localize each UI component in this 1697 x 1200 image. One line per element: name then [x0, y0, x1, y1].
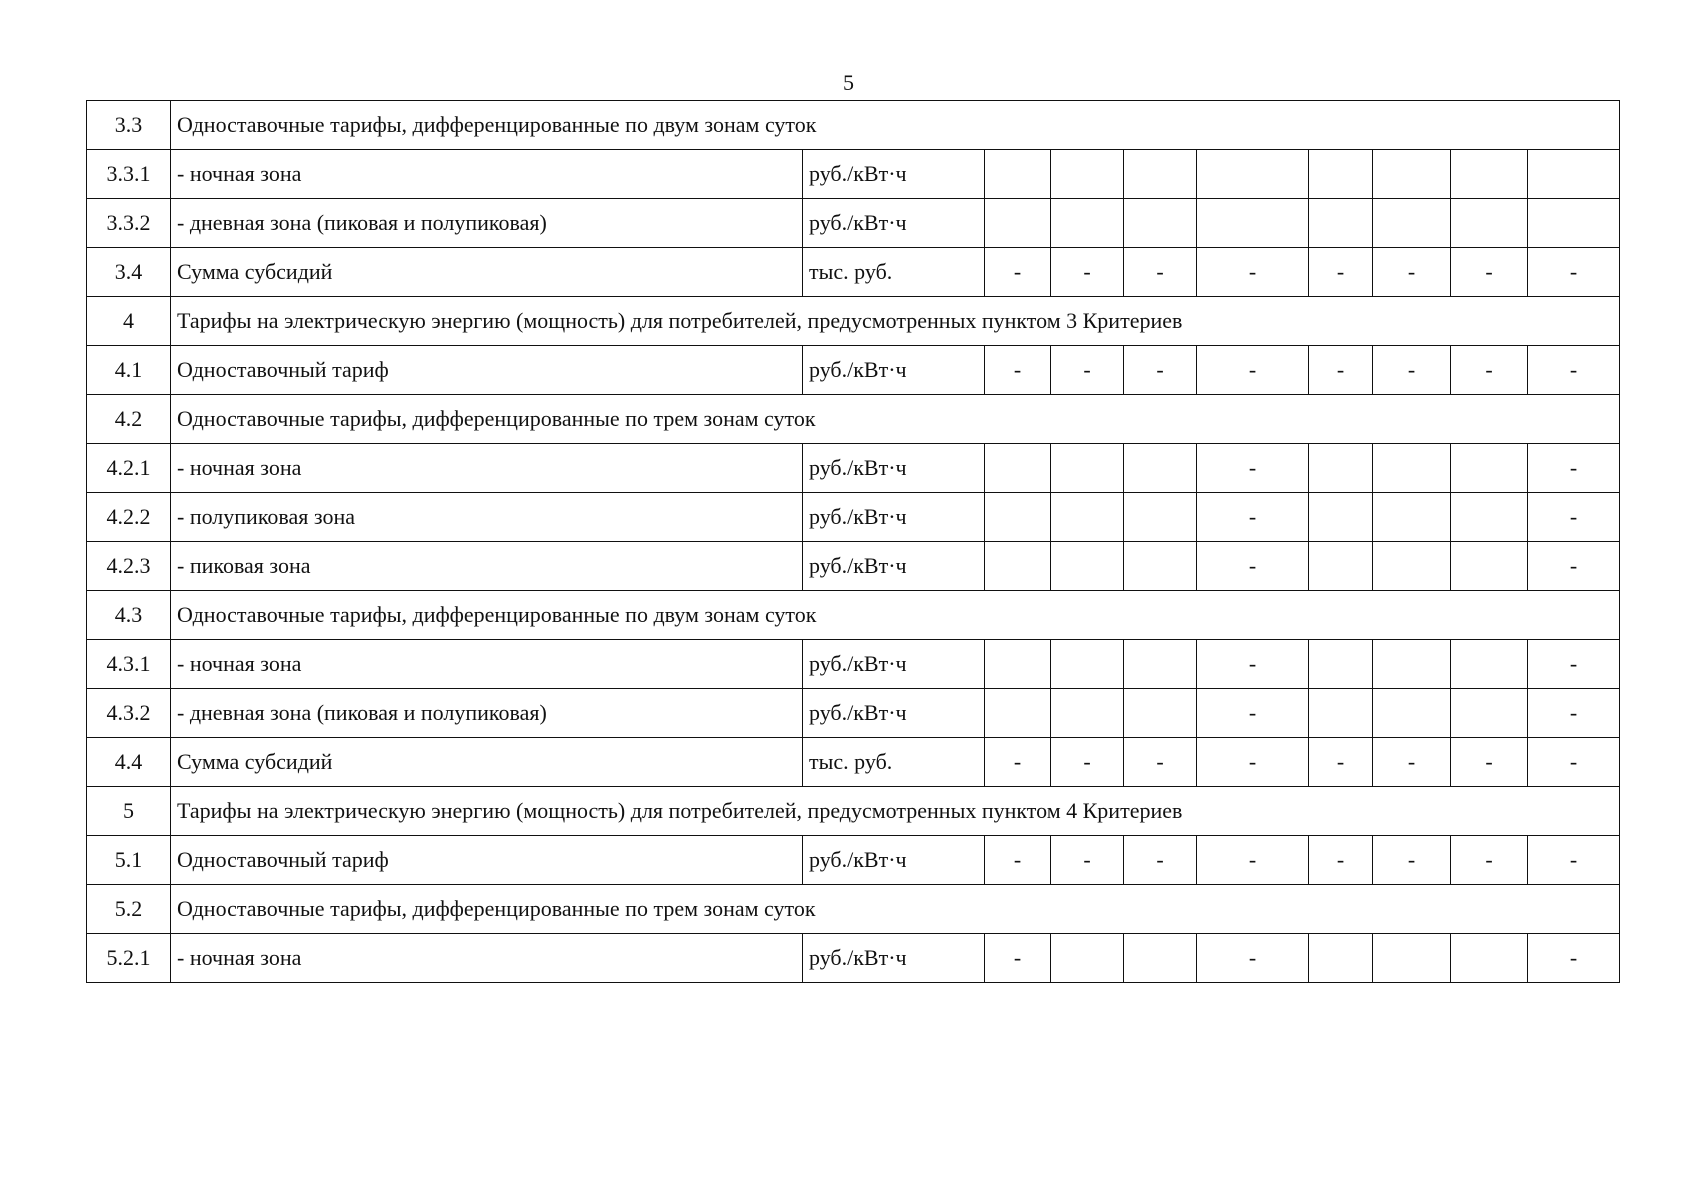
value-cell: - [1528, 444, 1620, 493]
section-title: Тарифы на электрическую энергию (мощность) для потребителей, предусмотренных пунктом 4 Критериев [171, 787, 1620, 836]
section-title: Одноставочные тарифы, дифференцированные по трем зонам суток [171, 885, 1620, 934]
section-row [87, 885, 1620, 934]
value-cell [1451, 640, 1528, 689]
value-cell: - [1528, 248, 1620, 297]
row-name: Одноставочный тариф [171, 346, 803, 395]
row-number: 4.2.3 [87, 542, 171, 591]
value-cell: - [1309, 346, 1373, 395]
value-cell [1451, 444, 1528, 493]
value-cell: - [1373, 738, 1451, 787]
value-cell: - [1124, 346, 1197, 395]
row-number: 3.3.2 [87, 199, 171, 248]
value-cell: - [1528, 738, 1620, 787]
row-number: 4.3.1 [87, 640, 171, 689]
value-cell [1309, 542, 1373, 591]
value-cell [1051, 150, 1124, 199]
value-cell [1051, 542, 1124, 591]
row-name: Одноставочный тариф [171, 836, 803, 885]
value-cell [985, 150, 1051, 199]
value-cell [1309, 150, 1373, 199]
row-number: 5 [87, 787, 171, 836]
value-cell: - [1197, 934, 1309, 983]
value-cell: - [1309, 836, 1373, 885]
row-number: 4.3 [87, 591, 171, 640]
value-cell [1309, 934, 1373, 983]
section-title: Тарифы на электрическую энергию (мощность) для потребителей, предусмотренных пунктом 3 Критериев [171, 297, 1620, 346]
row-name: - ночная зона [171, 934, 803, 983]
section-row [87, 591, 1620, 640]
value-cell: - [985, 836, 1051, 885]
value-cell: - [1051, 836, 1124, 885]
value-cell [1124, 444, 1197, 493]
row-name: Сумма субсидий [171, 248, 803, 297]
value-cell: - [985, 934, 1051, 983]
value-cell: - [1197, 346, 1309, 395]
value-cell [1528, 199, 1620, 248]
table-row [87, 689, 1620, 738]
row-name: - полупиковая зона [171, 493, 803, 542]
section-title: Одноставочные тарифы, дифференцированные по двум зонам суток [171, 101, 1620, 150]
section-row [87, 101, 1620, 150]
value-cell [1309, 493, 1373, 542]
value-cell: - [1197, 640, 1309, 689]
section-title: Одноставочные тарифы, дифференцированные по двум зонам суток [171, 591, 1620, 640]
section-row [87, 395, 1620, 444]
row-number: 3.3.1 [87, 150, 171, 199]
row-name: - ночная зона [171, 150, 803, 199]
value-cell: - [1309, 738, 1373, 787]
value-cell [1309, 199, 1373, 248]
section-title: Одноставочные тарифы, дифференцированные по трем зонам суток [171, 395, 1620, 444]
value-cell [1051, 199, 1124, 248]
value-cell: - [1528, 542, 1620, 591]
value-cell: - [1528, 934, 1620, 983]
value-cell [985, 640, 1051, 689]
value-cell: - [1197, 836, 1309, 885]
value-cell [985, 444, 1051, 493]
row-name: Сумма субсидий [171, 738, 803, 787]
value-cell: - [1197, 689, 1309, 738]
value-cell: - [1528, 493, 1620, 542]
section-row [87, 297, 1620, 346]
table-row [87, 248, 1620, 297]
value-cell [1451, 689, 1528, 738]
value-cell [1373, 444, 1451, 493]
row-name: - ночная зона [171, 444, 803, 493]
value-cell [1051, 640, 1124, 689]
value-cell: - [1197, 542, 1309, 591]
value-cell [1373, 934, 1451, 983]
row-name: - дневная зона (пиковая и полупиковая) [171, 689, 803, 738]
row-number: 3.4 [87, 248, 171, 297]
row-number: 3.3 [87, 101, 171, 150]
table-row [87, 444, 1620, 493]
row-number: 4.2 [87, 395, 171, 444]
value-cell [1309, 444, 1373, 493]
value-cell [1124, 934, 1197, 983]
value-cell [1051, 934, 1124, 983]
value-cell: - [1309, 248, 1373, 297]
value-cell [1124, 199, 1197, 248]
table-row [87, 738, 1620, 787]
table-row [87, 493, 1620, 542]
value-cell [1373, 640, 1451, 689]
value-cell [985, 542, 1051, 591]
value-cell [1451, 150, 1528, 199]
value-cell [1124, 150, 1197, 199]
value-cell: - [1451, 836, 1528, 885]
table-row [87, 934, 1620, 983]
table-row [87, 150, 1620, 199]
value-cell: - [1051, 346, 1124, 395]
value-cell: - [1373, 248, 1451, 297]
row-number: 5.2.1 [87, 934, 171, 983]
value-cell: - [1528, 346, 1620, 395]
value-cell [1124, 542, 1197, 591]
value-cell [1528, 150, 1620, 199]
value-cell [1451, 542, 1528, 591]
row-unit: руб./кВт·ч [803, 836, 985, 885]
row-number: 4.4 [87, 738, 171, 787]
value-cell [1124, 689, 1197, 738]
value-cell [985, 493, 1051, 542]
value-cell [1197, 150, 1309, 199]
row-number: 4.3.2 [87, 689, 171, 738]
row-unit: руб./кВт·ч [803, 689, 985, 738]
value-cell [1197, 199, 1309, 248]
value-cell: - [1528, 836, 1620, 885]
value-cell: - [1197, 444, 1309, 493]
row-name: - дневная зона (пиковая и полупиковая) [171, 199, 803, 248]
value-cell: - [1051, 738, 1124, 787]
value-cell [1451, 493, 1528, 542]
value-cell [1051, 444, 1124, 493]
row-unit: руб./кВт·ч [803, 934, 985, 983]
value-cell: - [985, 248, 1051, 297]
section-row [87, 787, 1620, 836]
table-row [87, 640, 1620, 689]
value-cell [1373, 199, 1451, 248]
row-unit: руб./кВт·ч [803, 199, 985, 248]
row-number: 5.2 [87, 885, 171, 934]
value-cell: - [1051, 248, 1124, 297]
value-cell: - [985, 346, 1051, 395]
table-row [87, 199, 1620, 248]
row-unit: руб./кВт·ч [803, 346, 985, 395]
table-row [87, 836, 1620, 885]
value-cell [1124, 640, 1197, 689]
row-unit: тыс. руб. [803, 738, 985, 787]
tariff-table [86, 100, 1620, 983]
value-cell [1309, 640, 1373, 689]
value-cell: - [1528, 640, 1620, 689]
row-unit: тыс. руб. [803, 248, 985, 297]
value-cell: - [1197, 493, 1309, 542]
value-cell: - [1528, 689, 1620, 738]
value-cell [1051, 493, 1124, 542]
value-cell [985, 689, 1051, 738]
value-cell [1124, 493, 1197, 542]
value-cell [1373, 689, 1451, 738]
value-cell: - [1124, 836, 1197, 885]
value-cell [1451, 934, 1528, 983]
value-cell: - [1451, 346, 1528, 395]
value-cell: - [1124, 738, 1197, 787]
value-cell [985, 199, 1051, 248]
value-cell: - [1451, 248, 1528, 297]
row-name: - ночная зона [171, 640, 803, 689]
row-unit: руб./кВт·ч [803, 542, 985, 591]
value-cell: - [1451, 738, 1528, 787]
row-number: 4.2.2 [87, 493, 171, 542]
value-cell [1451, 199, 1528, 248]
row-number: 4 [87, 297, 171, 346]
table-row [87, 542, 1620, 591]
table-body [87, 101, 1620, 983]
value-cell [1051, 689, 1124, 738]
value-cell [1373, 493, 1451, 542]
value-cell: - [985, 738, 1051, 787]
value-cell: - [1373, 836, 1451, 885]
row-number: 4.2.1 [87, 444, 171, 493]
value-cell: - [1124, 248, 1197, 297]
row-unit: руб./кВт·ч [803, 444, 985, 493]
value-cell: - [1197, 738, 1309, 787]
row-unit: руб./кВт·ч [803, 493, 985, 542]
value-cell: - [1373, 346, 1451, 395]
row-name: - пиковая зона [171, 542, 803, 591]
table-row [87, 346, 1620, 395]
value-cell [1373, 542, 1451, 591]
value-cell [1309, 689, 1373, 738]
page-number: 5 [843, 70, 854, 95]
row-unit: руб./кВт·ч [803, 150, 985, 199]
value-cell: - [1197, 248, 1309, 297]
row-number: 5.1 [87, 836, 171, 885]
value-cell [1373, 150, 1451, 199]
row-unit: руб./кВт·ч [803, 640, 985, 689]
row-number: 4.1 [87, 346, 171, 395]
